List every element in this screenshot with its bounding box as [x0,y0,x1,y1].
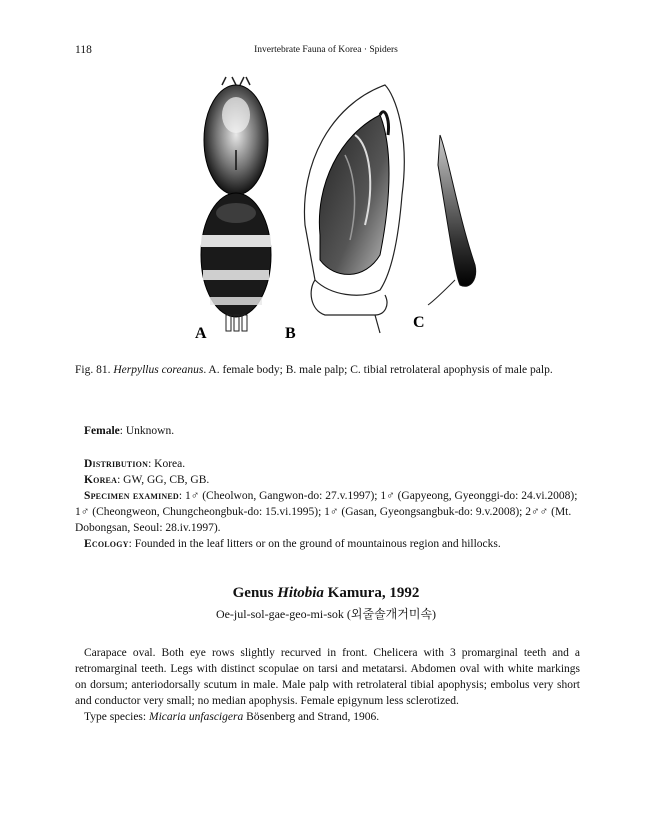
figure-81 [180,75,510,345]
genus-author: Kamura, 1992 [323,585,420,601]
distribution-line [75,456,580,472]
female-label: Female [84,425,120,437]
female-entry [84,425,174,437]
male-palp-drawing [304,85,404,333]
page-number: 118 [75,44,92,56]
genus-name: Hitobia [277,585,324,601]
tibial-apophysis-drawing [428,135,476,305]
type-label: Type species: [84,711,149,723]
running-title: Invertebrate Fauna of Korea · Spiders [254,45,398,55]
specimen-label: Specimen examined [84,490,179,502]
specimen-line [75,488,580,536]
type-species-name: Micaria unfascigera [148,711,244,723]
label-c: C [413,314,425,331]
genus-word: Genus [232,585,278,601]
ecology-label: Ecology [84,538,129,550]
type-author: Bösenberg and Strand, 1906. [243,711,380,723]
caption-text: . A. female body; B. male palp; C. tibial retrolateral apophysis of male palp. [203,364,553,376]
description-body: Carapace oval. Both eye rows slightly recurved in front. Chelicera with 3 promarginal teeth and a retromarginal teeth. Legs with distinct scopulae on tarsi and metatarsi. Abdomen oval with white markings on dorsum; anteriodorsally scutum in male. Male palp with retrolateral tibial apophysis; embolus very short and conductor very small; no median apophysis. Female epigynum less sclerotized. [75,647,580,707]
korea-text: : GW, GG, CB, GB. [117,474,210,486]
type-species-line [75,709,580,725]
ecology-text: : Founded in the leaf litters or on the ground of mountainous region and hillocks. [128,538,501,550]
genus-description [75,645,580,725]
label-a: A [195,325,207,342]
caption-prefix: Fig. 81. [75,364,111,376]
female-text: : Unknown. [119,425,175,437]
distribution-text: : Korea. [148,458,186,470]
label-b: B [285,325,296,342]
figure-caption [75,362,580,378]
female-body-drawing [201,77,271,331]
figure-illustration [180,75,510,345]
genus-korean-name: Oe-jul-sol-gae-geo-mi-sok (외줄솔개거미속) [215,607,437,621]
specimen-text: : 1♂ (Cheolwon, Gangwon-do: 27.v.1997); 1♂ (Gapyeong, Gyeonggi-do: 24.vi.2008); 1♂ (Cheongweon, Chungcheongbuk-do: 15.vi.1995); 1♂ (Gasan, Gyeongsangbuk-do: 9.v.2008); 2♂♂ (Mt. Dobongsan, Seoul: 28.iv.1997). [75,490,578,534]
records-block [75,456,580,552]
ecology-line [75,536,580,552]
distribution-label: Distribution [84,458,149,470]
genus-title [0,585,652,602]
korea-line [75,472,580,488]
caption-species: Herpyllus coreanus [113,364,204,376]
korea-label: Korea [84,474,118,486]
